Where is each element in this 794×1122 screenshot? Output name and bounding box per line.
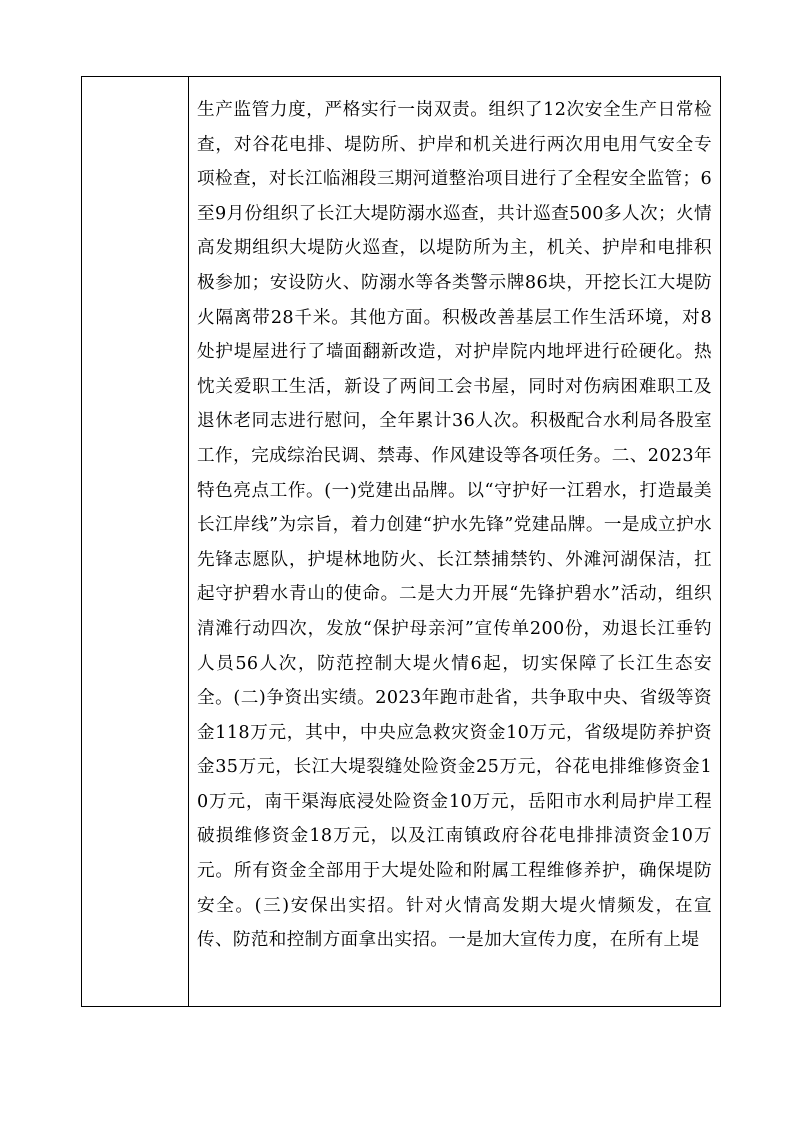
label-cell — [82, 77, 189, 1006]
form-table — [81, 76, 721, 1007]
body-paragraph: 生产监管力度，严格实行一岗双责。组织了12次安全生产日常检查，对谷花电排、堤防所、护岸和机关进行两次用电用气安全专项检查，对长江临湘段三期河道整治项目进行了全程安全监管；6至9月份组织了长江大堤防溺水巡查，共计巡查500多人次；火情高发期组织大堤防火巡查，以堤防所为主，机关、护岸和电排积极参加；安设防火、防溺水等各类警示牌86块，开挖长江大堤防火隔离带28千米。其他方面。积极改善基层工作生活环境，对8处护堤屋进行了墙面翻新改造，对护岸院内地坪进行砼硬化。热忱关爱职工生活，新设了两间工会书屋，同时对伤病困难职工及退休老同志进行慰问，全年累计36人次。积极配合水利局各股室工作，完成综治民调、禁毒、作风建设等各项任务。二、2023年特色亮点工作。(一)党建出品牌。以“守护好一江碧水，打造最美长江岸线”为宗旨，着力创建“护水先锋”党建品牌。一是成立护水先锋志愿队，护堤林地防火、长江禁捕禁钓、外滩河湖保洁，扛起守护碧水青山的使命。二是大力开展“先锋护碧水”活动，组织清滩行动四次，发放“保护母亲河”宣传单200份，劝退长江垂钓人员56人次，防范控制大堤火情6起，切实保障了长江生态安全。(二)争资出实绩。2023年跑市赴省，共争取中央、省级等资金118万元，其中，中央应急救灾资金10万元，省级堤防养护资金35万元，长江大堤裂缝处险资金25万元，谷花电排维修资金10万元，南干渠海底浸处险资金10万元，岳阳市水利局护岸工程破损维修资金18万元，以及江南镇政府谷花电排排渍资金10万元。所有资金全部用于大堤处险和附属工程维修养护，确保堤防安全。(三)安保出实招。针对火情高发期大堤火情频发，在宣传、防范和控制方面拿出实招。一是加大宣传力度，在所有上堤 — [197, 100, 712, 951]
content-cell — [189, 77, 720, 1006]
